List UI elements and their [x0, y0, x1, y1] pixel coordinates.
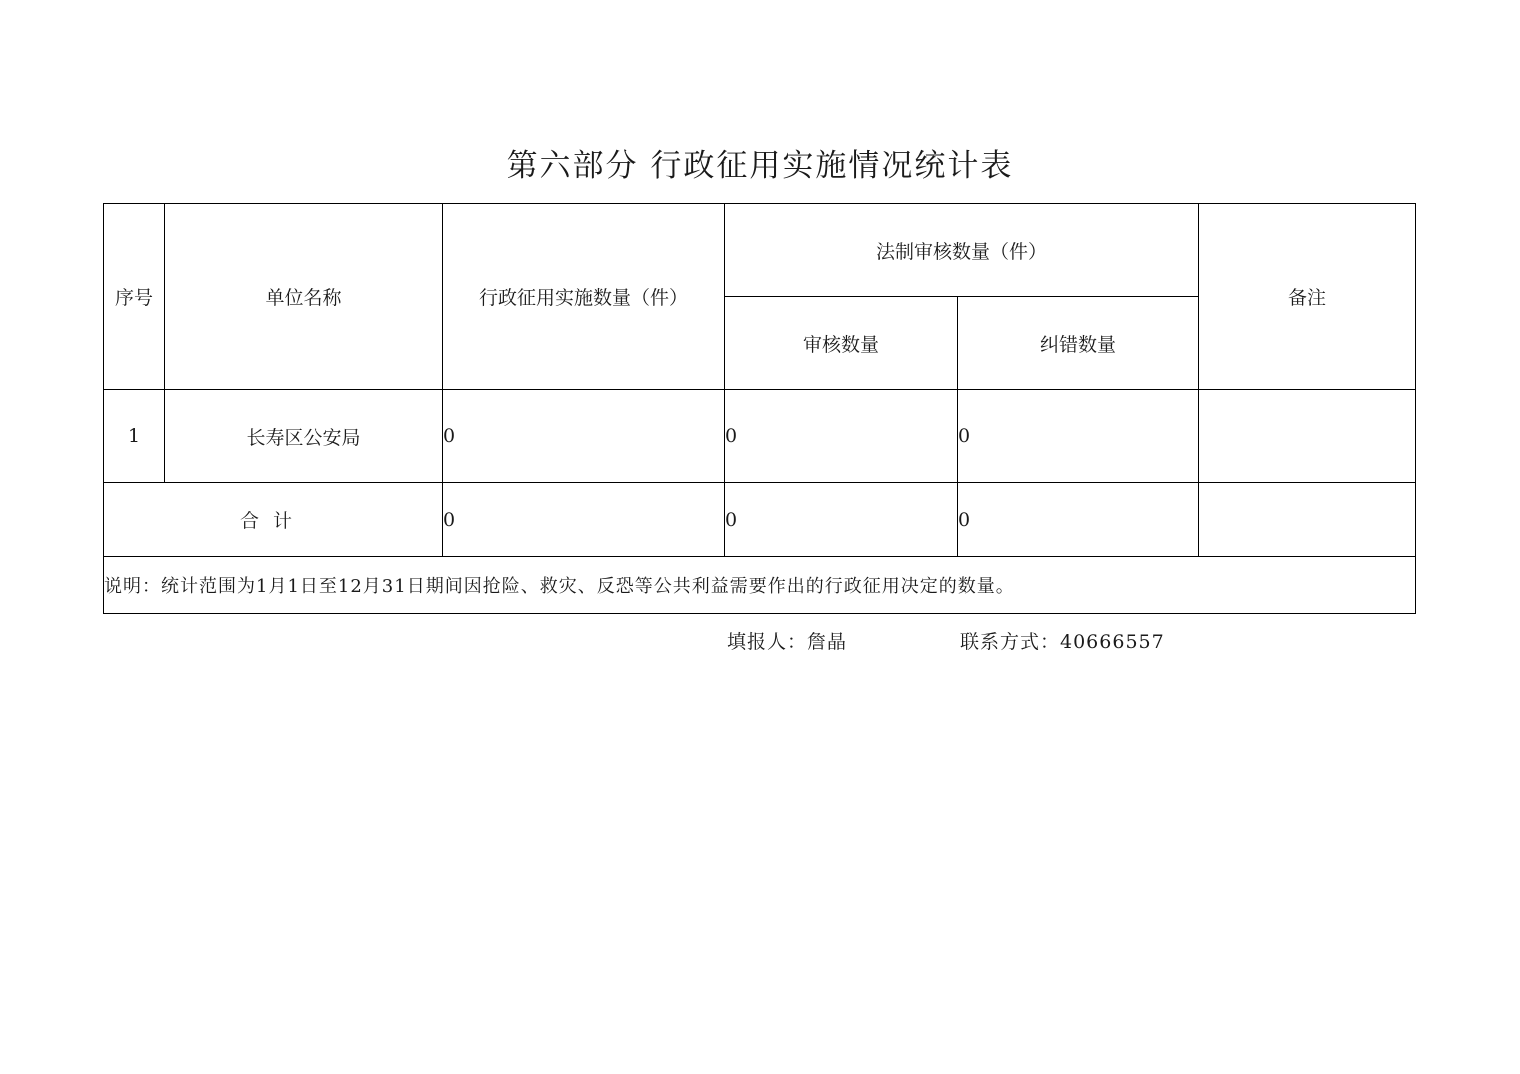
statistics-table — [103, 203, 1416, 614]
note-text: 说明：统计范围为1月1日至12月31日期间因抢险、救灾、反恐等公共利益需要作出的行政征用决定的数量。 — [104, 557, 1416, 614]
filler-info: 填报人：詹晶 — [727, 631, 848, 653]
note-row — [104, 557, 1416, 614]
row-seq: 1 — [104, 390, 165, 483]
total-remarks — [1199, 483, 1416, 557]
total-review-count: 0 — [725, 483, 958, 557]
header-remarks: 备注 — [1199, 204, 1416, 390]
header-review-count: 审核数量 — [725, 297, 958, 390]
row-review-count: 0 — [725, 390, 958, 483]
total-row — [104, 483, 1416, 557]
page-title: 第六部分 行政征用实施情况统计表 — [506, 148, 1014, 184]
row-unit-name: 长寿区公安局 — [165, 390, 443, 483]
total-requisition-count: 0 — [443, 483, 725, 557]
total-correction-count: 0 — [958, 483, 1199, 557]
row-requisition-count: 0 — [443, 390, 725, 483]
header-unit-name: 单位名称 — [165, 204, 443, 390]
header-correction-count: 纠错数量 — [958, 297, 1199, 390]
header-seq: 序号 — [104, 204, 165, 390]
total-label-cell — [104, 483, 443, 557]
table-row — [104, 390, 1416, 483]
row-correction-count: 0 — [958, 390, 1199, 483]
header-legal-review: 法制审核数量（件） — [725, 204, 1199, 297]
total-label: 合计 — [239, 510, 306, 532]
row-remarks — [1199, 390, 1416, 483]
contact-info: 联系方式：40666557 — [960, 631, 1165, 653]
header-requisition-count: 行政征用实施数量（件） — [443, 204, 725, 390]
